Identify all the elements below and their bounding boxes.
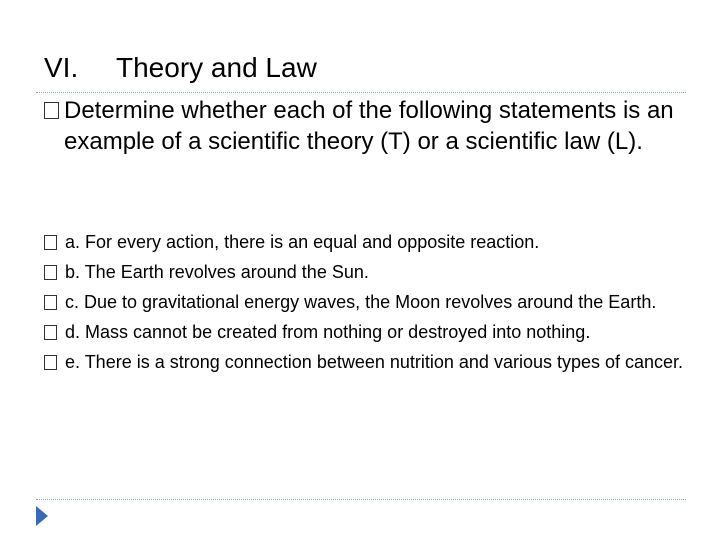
slide-title [44,50,317,86]
checkbox-bullet-icon [44,102,59,119]
statement-text: b. The Earth revolves around the Sun. [65,262,369,282]
checkbox-bullet-icon [44,265,57,280]
statement-item-b [44,260,684,284]
statement-text: e. There is a strong connection between nutrition and various types of cancer. [65,352,684,372]
title-number: VI. [44,52,79,83]
intro-paragraph [44,95,684,157]
play-arrow-icon[interactable] [34,504,50,528]
footer-divider [36,499,686,500]
statement-item-a [44,230,684,254]
checkbox-bullet-icon [44,295,57,310]
statement-item-c [44,290,684,314]
statement-item-d [44,320,684,344]
statement-list [44,230,684,380]
title-divider [36,92,686,93]
statement-text: d. Mass cannot be created from nothing or destroyed into nothing. [65,322,591,342]
checkbox-bullet-icon [44,355,57,370]
checkbox-bullet-icon [44,235,57,250]
statement-text: a. For every action, there is an equal and opposite reaction. [65,232,540,252]
statement-text: c. Due to gravitational energy waves, the Moon revolves around the Earth. [65,292,657,312]
title-text: Theory and Law [116,52,317,83]
intro-text: Determine whether each of the following statements is an example of a scientific theory (T) or a scientific law (L). [64,97,674,155]
checkbox-bullet-icon [44,325,57,340]
statement-item-e [44,350,684,374]
